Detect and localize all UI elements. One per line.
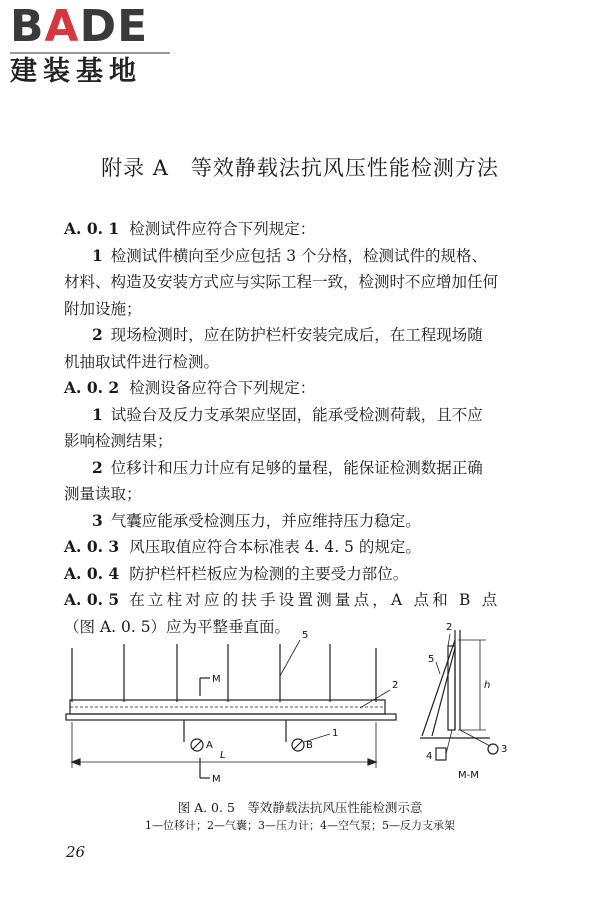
clause-number: A. 0. 5 — [64, 590, 120, 609]
label-s3: 3 — [501, 744, 508, 755]
line-text: 附加设施； — [64, 299, 142, 318]
line-text: （图 A. 0. 5）应为平整垂直面。 — [64, 617, 291, 636]
logo-wordmark: BADE — [10, 1, 149, 52]
leader-s5 — [436, 662, 440, 674]
page-title: 附录 A 等效静载法抗风压性能检测方法 — [101, 156, 499, 180]
text-line — [64, 428, 534, 455]
label-l: L — [220, 750, 226, 761]
gauge-a-needle — [193, 741, 201, 749]
logo-subtitle: 建装基地 — [10, 56, 142, 87]
line-text: 检测设备应符合下列规定： — [129, 379, 316, 397]
item-number: 1 — [92, 404, 103, 424]
label-2: 2 — [392, 680, 399, 691]
text-line — [64, 243, 534, 270]
text-line — [64, 216, 534, 243]
line-text: 检测试件应符合下列规定： — [129, 220, 316, 238]
label-s4: 4 — [426, 751, 433, 762]
logo-rule — [10, 52, 170, 54]
label-a: A — [206, 740, 213, 751]
line-text: 气囊应能承受检测压力，并应维持压力稳定。 — [110, 511, 421, 530]
figure-legend: 1—位移计；2—气囊；3—压力计；4—空气泵；5—反力支承架 — [145, 819, 455, 832]
label-s5: 5 — [428, 654, 435, 665]
text-line — [64, 561, 534, 588]
section-brace — [422, 640, 455, 736]
clause-number: A. 0. 1 — [64, 219, 120, 238]
line-text: 试验台及反力支承架应坚固，能承受检测荷载，且不应 — [110, 405, 483, 424]
line-text: 材料、构造及安装方式应与实际工程一致，检测时不应增加任何 — [64, 273, 499, 291]
line-text: 机抽取试件进行检测。 — [64, 352, 220, 371]
text-line — [64, 322, 534, 349]
label-section: M-M — [458, 770, 479, 781]
label-m-bottom: M — [212, 774, 221, 785]
item-number: 2 — [92, 325, 103, 344]
text-line — [64, 587, 534, 614]
text-line — [64, 269, 534, 296]
figure-diagram — [60, 618, 540, 798]
air-pump — [436, 748, 446, 760]
leader-5 — [280, 640, 300, 676]
clause-number: A. 0. 4 — [64, 563, 120, 583]
elevation-view — [66, 640, 399, 778]
clause-number: A. 0. 2 — [64, 378, 120, 397]
line-text: 在立柱对应的扶手设置测量点，A 点和 B 点 — [129, 591, 501, 609]
line-text: 风压取值应符合本标准表 4. 4. 5 的规定。 — [129, 538, 421, 556]
text-line — [64, 296, 534, 323]
section-view — [420, 630, 498, 760]
text-line — [64, 534, 534, 561]
line-text: 测量读取； — [64, 485, 142, 503]
label-h: h — [484, 680, 491, 691]
page-number: 26 — [66, 843, 86, 861]
text-line — [64, 375, 534, 402]
line-text: 检测试件横向至少应包括 3 个分格，检测试件的规格、 — [110, 246, 488, 265]
body-text — [64, 216, 534, 640]
item-number: 2 — [92, 457, 103, 477]
text-line — [64, 402, 534, 429]
label-s2: 2 — [446, 622, 453, 633]
dim-arrow — [368, 759, 376, 765]
pressure-gauge — [488, 744, 498, 754]
label-m-top: M — [212, 674, 221, 685]
gauge-b-needle — [294, 741, 302, 749]
dim-arrow — [72, 759, 80, 765]
text-line — [64, 349, 534, 376]
line-text: 现场检测时，应在防护栏杆安装完成后，在工程现场随 — [110, 326, 483, 344]
label-1: 1 — [332, 728, 339, 739]
line-text: 防护栏杆栏板应为检测的主要受力部位。 — [129, 564, 409, 583]
item-number: 1 — [92, 245, 103, 265]
leader-s2 — [448, 634, 450, 646]
item-number: 3 — [92, 510, 103, 530]
clause-number: A. 0. 3 — [64, 537, 120, 556]
section-brace — [432, 648, 455, 736]
label-5: 5 — [302, 630, 309, 641]
logo — [10, 1, 180, 87]
handrail — [66, 714, 396, 720]
text-line — [64, 481, 534, 508]
figure-a05 — [60, 618, 540, 798]
label-b: B — [306, 740, 313, 751]
text-line — [64, 508, 534, 535]
figure-caption: 图 A. 0. 5 等效静载法抗风压性能检测示意 — [177, 800, 423, 815]
line-text: 位移计和压力计应有足够的量程，能保证检测数据正确 — [110, 458, 483, 477]
pump-hose — [446, 730, 452, 754]
line-text: 影响检测结果； — [64, 432, 173, 450]
text-line — [64, 455, 534, 482]
